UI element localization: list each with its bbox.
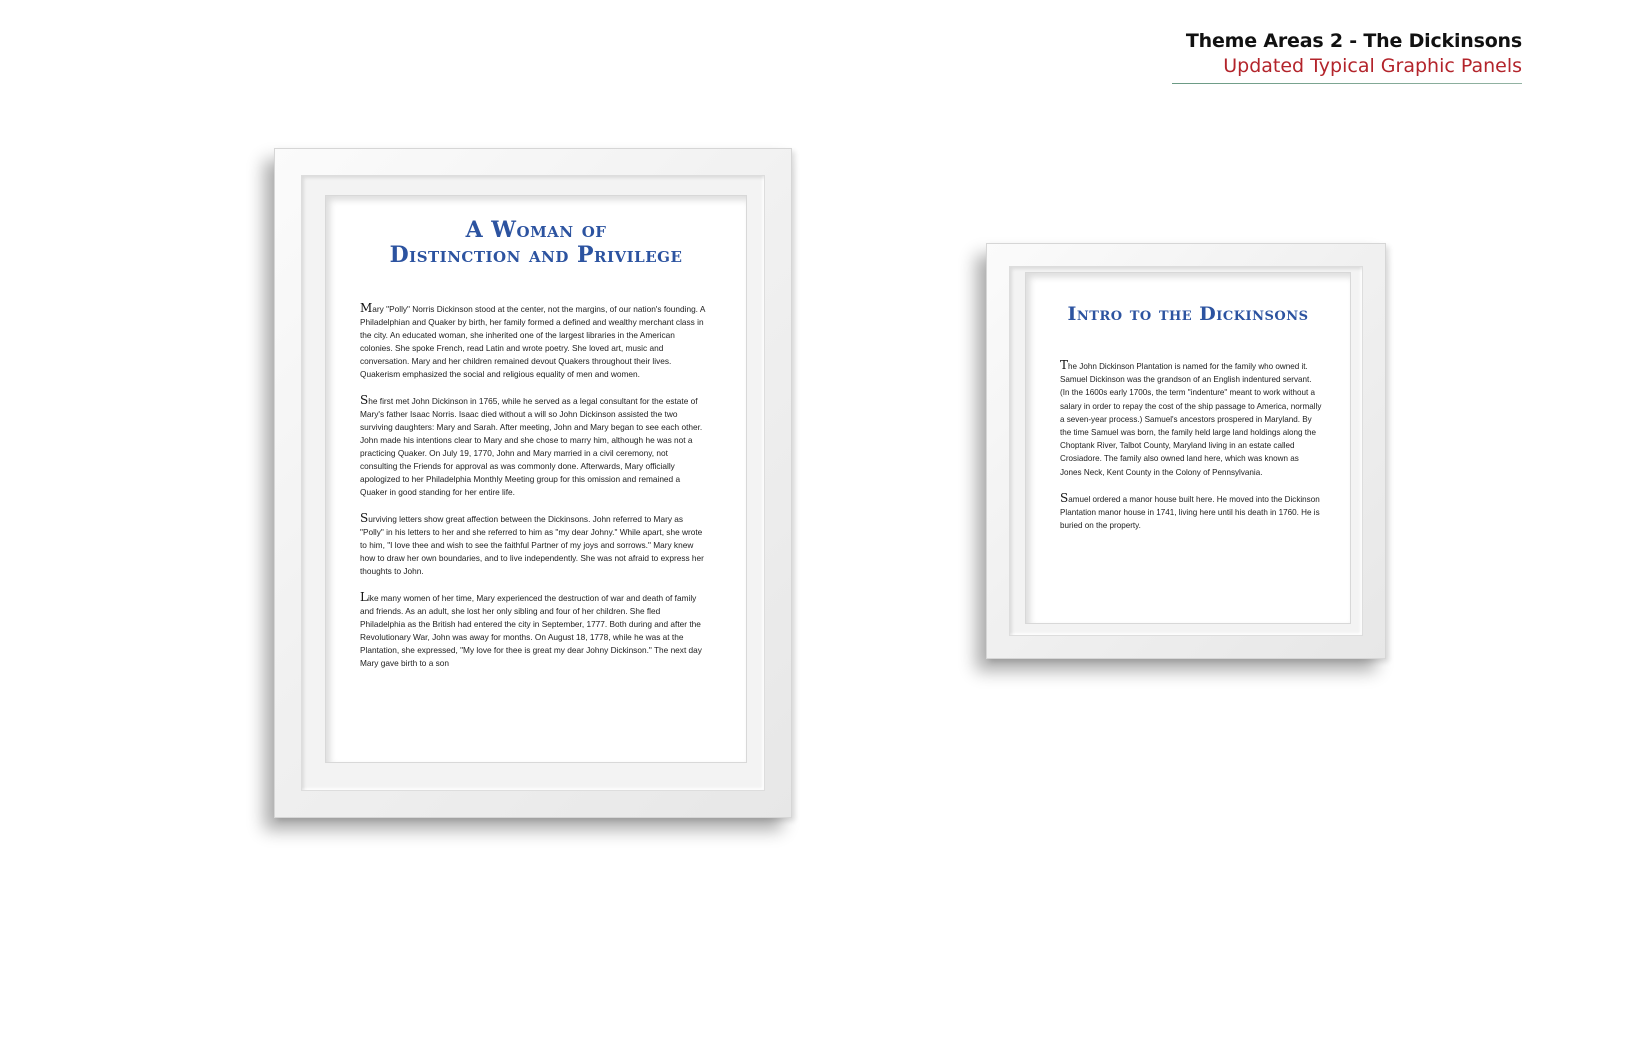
paragraph-initial: S <box>360 393 369 407</box>
body-paragraph <box>360 394 706 499</box>
paragraph-text: urviving letters show great affection between the Dickinsons. John referred to Mary as "Polly" in his letters to her and she referred to him as "my dear Johny." While apart, she wrote to him, "I love thee and wish to see the faithful Partner of my joys and sorrows." Mary knew how to draw her own boundaries, and to live independently. She was not afraid to express her thoughts to John. <box>360 514 704 576</box>
document-header <box>1162 28 1522 78</box>
framed-panel-woman-of-distinction <box>274 148 792 818</box>
paragraph-initial: L <box>360 590 368 604</box>
header-rule <box>1172 83 1522 84</box>
body-paragraph <box>360 302 706 381</box>
paragraph-text: he first met John Dickinson in 1765, while he served as a legal consultant for the estate of Mary's father Isaac Norris. Isaac died without a will so John Dickinson assisted the two surviving daughters: Mary and Sarah. After meeting, John and Mary began to see each other. John made his intentions clear to Mary and she chose to marry him, although he was not a practicing Quaker. On July 19, 1770, John and Mary married in a civil ceremony, not consulting the Friends for approval as was commonly done. Afterwards, Mary officially apologized to her Philadelphia Monthly Meeting group for this omission and remained a Quaker in good standing for her entire life. <box>360 396 703 497</box>
paragraph-initial: S <box>360 511 369 525</box>
panel-body <box>360 302 706 683</box>
paragraph-initial: T <box>1060 358 1069 372</box>
panel-title-line-1: A Woman of <box>465 217 607 243</box>
body-paragraph <box>1060 492 1322 533</box>
body-paragraph <box>360 512 706 578</box>
paragraph-text: ike many women of her time, Mary experienced the destruction of war and death of family and friends. As an adult, she lost her only sibling and four of her children. She fled Philadelphia as the British had entered the city in September, 1777. Both during and after the Revolutionary War, John was away for months. On August 18, 1778, while he was at the Plantation, she expressed, "My love for thee is great my dear Johny Dickinson." The next day Mary gave birth to a son <box>360 593 702 668</box>
framed-panel-intro-to-dickinsons <box>986 243 1386 659</box>
paragraph-initial: S <box>1060 490 1069 505</box>
panel-sheet <box>1025 272 1351 624</box>
document-title: Theme Areas 2 - The Dickinsons <box>1185 30 1522 52</box>
paragraph-text: ary "Polly" Norris Dickinson stood at the center, not the margins, of our nation's founding. A Philadelphian and Quaker by birth, her family formed a defined and wealthy merchant class in the city. An educated woman, she inherited one of the largest libraries in the American colonies. She spoke French, read Latin and wrote poetry. She loved art, music and conversation. Mary and her children remained devout Quakers throughout their lives. Quakerism emphasized the social and religious equality of men and women. <box>360 304 705 379</box>
document-subtitle: Updated Typical Graphic Panels <box>1223 55 1522 77</box>
panel-sheet <box>325 195 747 763</box>
panel-title-line-2: Distinction and Privilege <box>389 242 683 268</box>
paragraph-initial: M <box>360 301 373 315</box>
panel-title: Intro to the Dickinsons <box>1067 303 1309 325</box>
body-paragraph <box>360 591 706 670</box>
paragraph-text: amuel ordered a manor house built here. He moved into the Dickinson Plantation manor house in 1741, living here until his death in 1760. He is buried on the property. <box>1060 494 1320 531</box>
paragraph-text: he John Dickinson Plantation is named for the family who owned it. Samuel Dickinson was the grandson of an English indentured servant. (In the 1600s early 1700s, the term "indenture" meant to work without a salary in order to repay the cost of the ship passage to America, normally a seven-year process.) Samuel's ancestors prospered in Maryland. By the time Samuel was born, the family held large land holdings along the Choptank River, Talbot County, Maryland living in an estate called Crosiadore. The family also owned land here, which was known as Jones Neck, Kent County in the Colony of Pennsylvania. <box>1060 362 1322 477</box>
panel-title <box>326 218 746 268</box>
body-paragraph <box>1060 359 1322 479</box>
panel-body <box>1060 359 1322 545</box>
